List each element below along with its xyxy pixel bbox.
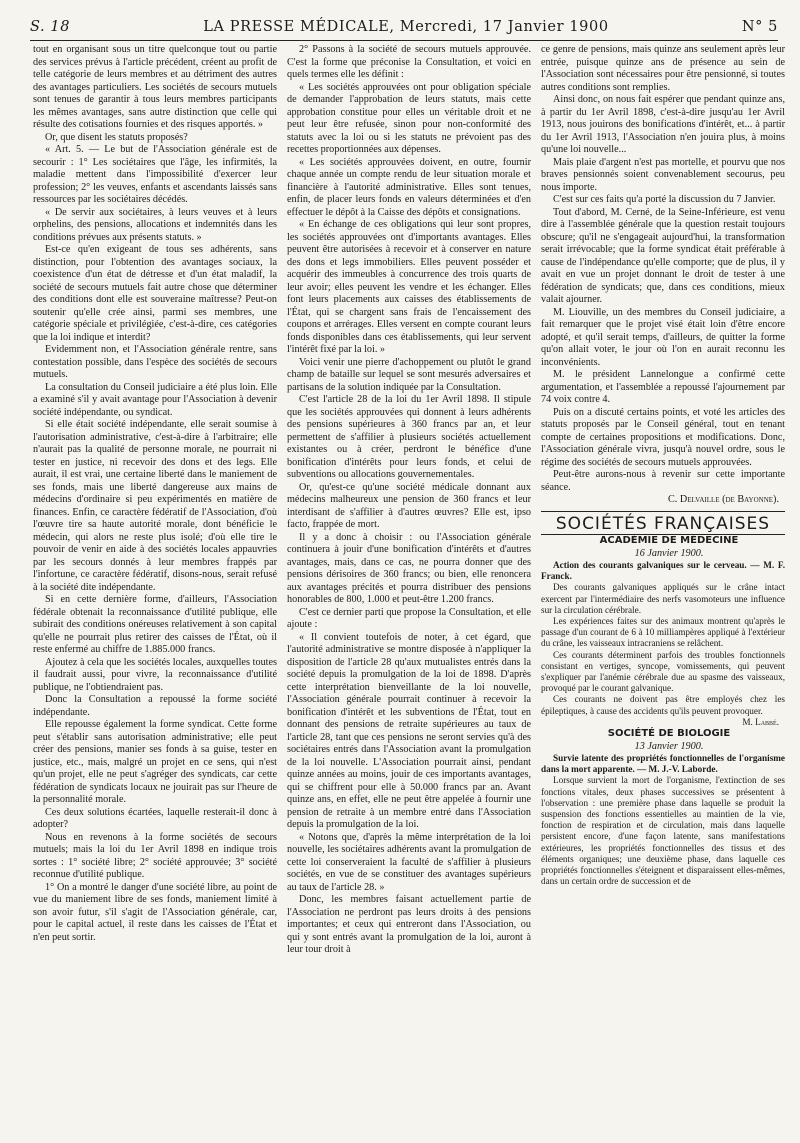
paragraph: « En échange de ces obligations qui leur sont propres, les sociétés approuvées ont d'importants avantages. Elles peuvent être autorisées à recevoir et à conserver en nature des dons et legs immobiliers. Elles peuvent posséder et acquérir des immeubles à concurrence des trois quarts de leur avoir; elles peuvent les vendre et les échanger. Elles font leurs placements aux caisses des établissements de l'État, qui se chargent sans frais de l'encaissement des coupons et arrérages. Elles versent en compte courant leurs fonds disponibles dans ces établissements, qui leur servent l'intérêt fixé par la loi. » [287, 219, 531, 355]
paragraph: Ajoutez à cela que les sociétés locales, auxquelles toutes il faudrait aussi, pour vivre, la reconnaissance d'utilité publique, ne l'obtiendraient pas. [33, 656, 277, 693]
report-title: Survie latente des propriétés fonctionnelles de l'organisme dans la mort apparente. — M. J.-V. Laborde. [541, 753, 785, 775]
subsection-date: 16 Janvier 1900. [634, 547, 704, 559]
paragraph: Il y a donc à choisir : ou l'Association générale continuera à jouir d'une bonification d'intérêts et d'autres avantages, mais, dans ce cas, ne pourra donner que des pensions dérisoires de 360 francs; ou bien, elle renoncera aux avantages précités et pourra distribuer des pensions honorables de 800, 1.000 et peut-être 1.200 francs. [287, 531, 531, 605]
page-header [30, 14, 778, 41]
paragraph: Si en cette dernière forme, d'ailleurs, l'Association fédérale obtenait la reconnaissance d'utilité publique, elle subirait des conditions onéreuses relativement à son capital qu'elle ne pourrait plus retirer des caisses de l'État, où il reste enfermé au chiffre de 1.885.000 francs. [33, 594, 277, 655]
paragraph: C'est ce dernier parti que propose la Consultation, et elle ajoute : [287, 606, 531, 630]
paragraph: Donc, les membres faisant actuellement partie de l'Association ne perdront pas leurs droits à des pensions importantes; et ceux qui entreront dans l'Association, ou qui y sont entrés avant la promulgation de la loi, auront à leur tour droit à [287, 894, 531, 955]
column-middle [287, 44, 531, 1134]
academie-report [541, 560, 785, 728]
subsection-date: 13 Janvier 1900. [634, 740, 704, 752]
paragraph: Voici venir une pierre d'achoppement ou plutôt le grand champ de bataille sur lequel se sont mesurés adversaires et partisans de la solution indiquée par la Consultation. [287, 356, 531, 393]
paragraph: Donc la Consultation a repoussé la forme société indépendante. [33, 694, 277, 718]
paragraph: « Art. 5. — Le but de l'Association générale est de secourir : 1° Les sociétaires que l'âge, les infirmités, la maladie mettent dans l'impossibilité d'exercer leur profession; 2° les veuves, enfants et ascendants laissés sans ressources par les sociétaires décédés. [33, 144, 277, 205]
paragraph: ce genre de pensions, mais quinze ans seulement après leur entrée, puisque quinze ans de présence au sein de l'Association sont nécessaires pour être pensionné, si toutes autres conditions sont remplies. [541, 44, 785, 93]
paragraph: Ces courants déterminent parfois des troubles fonctionnels consistant en vertiges, syncope, vomissements, qui peuvent s'expliquer par l'anémie cérébrale due au spasme des vaisseaux, provoqué par le courant galvanique. [541, 649, 785, 694]
paragraph: Les expériences faites sur des animaux montrent qu'après le passage d'un courant de 6 à 10 milliampères appliqué à l'extérieur du crâne, les vaisseaux intracraniens se relâchent. [541, 616, 785, 649]
paragraph: Evidemment non, et l'Association générale rentre, sans contestation possible, dans l'espèce des sociétés de secours mutuels. [33, 344, 277, 380]
column-right [541, 44, 785, 1134]
paragraph: Ainsi donc, on nous fait espérer que pendant quinze ans, à partir du 1er Avril 1898, c'est-à-dire jusqu'au 1er Avril 1913, nous jouirons des bonifications d'intérêt, et... à partir du 1er Avril 1913, l'Association n'en jouira plus, à moins qu'une loi nouvelle... [541, 94, 785, 155]
paragraph: M. le président Lannelongue a confirmé cette argumentation, et l'assemblée a repoussé l'ajournement par 74 voix contre 4. [541, 369, 785, 405]
paragraph: Lorsque survient la mort de l'organisme, l'extinction de ses fonctions vitales, deux phases successives se présentent à l'observation : une première phase dans laquelle se produit la suspension des fonctions essentielles au maintien de la vie, fonction de respiration et de circulation, mais dans laquelle persistent encore, d'une façon latente, sans manifestations extérieures, les propriétés fonctionnelles des tissus et des éléments organiques; une deuxième phase, dans laquelle ces propriétés fonctionnelles s'éteignent et disparaissent elles-mêmes, dans un certain ordre de succession et de [541, 775, 785, 887]
paragraph: « De servir aux sociétaires, à leurs veuves et à leurs orphelins, des pensions, allocations et indemnités dans les conditions prévues aux présents statuts. » [33, 206, 277, 243]
paragraph: Tout d'abord, M. Cerné, de la Seine-Inférieure, est venu dire à l'assemblée générale que la question restait toujours obscure; qu'il ne s'engageait aujourd'hui, la transformation serait irrévocable; que la forme syndicat était préférable à cause de l'indépendance qu'elle comporte; que de plus, il y avait en vue un projet donnant le droit de tester à une fédération de syndicats; que, dans ces conditions, mieux valait ajourner. [541, 206, 785, 305]
paragraph: Or, qu'est-ce qu'une société médicale donnant aux médecins malheureux une pension de 360 francs et leur interdisant de s'affilier à d'autres œuvres? Elle est, ipso facto, frappée de mort. [287, 481, 531, 530]
paragraph: C'est sur ces faits qu'a porté la discussion du 7 Janvier. [553, 194, 776, 205]
paragraph: La consultation du Conseil judiciaire a été plus loin. Elle a examiné s'il y avait avantage pour l'Association à devenir société indépendante, ou syndicat. [33, 381, 277, 418]
paragraph: 1° On a montré le danger d'une société libre, au point de vue du maniement libre de ses fonds, maniement limité à son avoir futur, s'il s'agit de l'Association générale, car, pour le capital actuel, il reste dans les caisses de l'État et n'en peut sortir. [33, 881, 277, 943]
paragraph: C'est l'article 28 de la loi du 1er Avril 1898. Il stipule que les sociétés approuvées qui donnent à leurs adhérents des pensions supérieures à 360 francs par an, et leur permettent de s'affilier à plusieurs sociétés actuellement existantes ou à créer, perdront le bénéfice d'une bonification d'intérêts pour leurs fonds, et celui de subventions ou allocations gouvernementales. [287, 394, 531, 480]
paragraph: Ces courants ne doivent pas être employés chez les épileptiques, à cause des accidents qu'ils peuvent provoquer. [541, 694, 785, 716]
paragraph: Si elle était société indépendante, elle serait soumise à l'autorisation administrative, c'est-à-dire à l'arbitraire; elle n'aurait pas la qualité de personne morale, ne pourrait ni tester en justice, ni recevoir des dons et des legs. Elle aurait, il est vrai, une certaine liberté dans le maniement de ses fonds, mais une liberté dangereuse aux mains de médecins d'ordinaire si peu expérimentés en matière de finances. Enfin, ce caractère fédératif de l'Association, d'où l'œuvre tire sa haute autorité morale, dont bénéficie le médecin, qui alors ne reste plus isolé; d'où elle tire le pouvoir de venir en aide à des sociétés locales appauvries par les secours donnés à leur membres frappés par l'infortune, ce caractère fédératif, disons-nous, serait refusé à la société dite indépendante. [33, 419, 277, 593]
paragraph: Peut-être aurons-nous à revenir sur cette importante séance. [541, 469, 785, 493]
paragraph: Ces deux solutions écartées, laquelle resterait-il donc à adopter? [33, 806, 277, 830]
paragraph: « Les sociétés approuvées ont pour obligation spéciale de demander l'approbation de leurs statuts, mais cette approbation constitue pour elles un véritable droit et ne peut leur être refusée, sinon pour non-conformité des statuts avec la loi ou si les statuts ne prévoient pas des recettes proportionnées aux dépenses. [287, 81, 531, 155]
page-number: S. 18 [30, 19, 71, 35]
paragraph: « Il convient toutefois de noter, à cet égard, que l'autorité administrative se montre disposée à n'appliquer la disposition de l'article 28 qu'aux mutualistes entrés dans la société depuis la promulgation de la loi de 1898. D'après cette interprétation bienveillante de la loi nouvelle, l'Association générale pourrait continuer à recevoir la bonification d'intérêt et les subventions de l'État, tout en donnant des pensions de retraite supérieures au taux de l'article 28, tant que ces pensions ne seront servies qu'à des sociétaires entrés dans l'Association avant la promulgation de la loi nouvelle. L'Association pourrait ainsi, pendant quinze années au moins, jouir de ces importants avantages, qui se chiffrent pour elle à 50.000 francs par an. Avant quinze ans, en effet, elle ne peut être appelée à fournir une pension de retraite à un membre entré dans l'Association depuis la promulgation de la loi. [287, 631, 531, 830]
paragraph: « Notons que, d'après la même interprétation de la loi nouvelle, les sociétaires adhérents avant la promulgation de cette loi conserveraient la faculté de s'affilier à plusieurs sociétés, en vue de se constituer des avantages supérieurs au taux de l'article 28. » [287, 831, 531, 893]
paragraph: Puis on a discuté certains points, et voté les articles des statuts proposés par le Conseil général, tout en tenant compte de certaines propositions et modifications. Donc, l'Association générale vivra, jusqu'à nouvel ordre, sous le régime des sociétés de secours mutuels approuvées. [541, 406, 785, 468]
biologie-report [541, 753, 785, 887]
report-title: Action des courants galvaniques sur le cerveau. — M. F. Franck. [541, 560, 785, 582]
section-title: SOCIÉTÉS FRANÇAISES [541, 518, 785, 536]
divider [541, 511, 785, 512]
journal-title: LA PRESSE MÉDICALE, Mercredi, 17 Janvier 1900 [203, 19, 609, 35]
author-signature: M. Labbé. [742, 716, 779, 727]
paragraph: Elle repousse également la forme syndicat. Cette forme peut s'établir sans autorisation administrative; elle peut créer des pensions, manier ses fonds à sa guise, tester en justice, etc., mais, malgré un projet en ce sens, qui n'est qu'un projet, elle ne peut s'agréger des syndicats, car cette fédération de syndicats locaux ne jouirait pas sur l'heure de la personnalité morale. [33, 719, 277, 805]
column-left [33, 44, 277, 1134]
paragraph: 2° Passons à la société de secours mutuels approuvée. C'est la forme que préconise la Consultation, et voici en quels termes elle les définit : [287, 44, 531, 80]
subsection-title: ACADÉMIE DE MÉDECINE [599, 535, 739, 546]
paragraph: M. Liouville, un des membres du Conseil judiciaire, a fait remarquer que le projet visé était loin d'être encore adopté, et qu'il serait temps, d'ailleurs, de quitter la forme qu'on allait voter, le jour où l'on en aurait reconnu les inconvénients. [541, 306, 785, 368]
paragraph: tout en organisant sous un titre quelconque tout ou partie des services prévus à l'article précédent, créent au profit de telle catégorie de leurs membres et au détriment des autres des avantages particuliers. Les sociétés de secours mutuels sont tenues de garantir à tous leurs membres participants les mêmes avantages, sans autre distinction que celle qui résulte des cotisations fournies et des risques apportés. » [33, 44, 277, 130]
issue-number: N° 5 [741, 19, 778, 35]
paragraph: Des courants galvaniques appliqués sur le crâne intact exercent par l'intermédiaire des nerfs vasomoteurs une influence sur la circulation cérébrale. [541, 582, 785, 615]
subsection-title: SOCIÉTÉ DE BIOLOGIE [607, 728, 731, 740]
author-signature: C. Delvaille (de Bayonne). [668, 494, 779, 505]
paragraph: « Les sociétés approuvées doivent, en outre, fournir chaque année un compte rendu de leur situation morale et financière à l'autorité administrative. Elles sont tenues, enfin, de placer leurs fonds en valeurs déterminées et d'en effectuer le dépôt à la Caisse des dépôts et consignations. [287, 156, 531, 218]
paragraph: Est-ce qu'en exigeant de tous ses adhérents, sans distinction, pour l'obtention des avantages sociaux, la coexistence d'un état de détresse et d'un état maladif, la société de secours mutuels fait autre chose que déterminer des conditions dont elle est souveraine maîtresse? Peut-on soutenir qu'elle crée ainsi, parmi ses membres, une catégorie spéciale et privilégiée, c'est-à-dire, ces catégories que la loi indique et interdit? [33, 244, 277, 343]
paragraph: Nous en revenons à la forme sociétés de secours mutuels; mais la loi du 1er Avril 1898 en indique trois sortes : 1° société libre; 2° société approuvée; 3° société reconnue d'utilité publique. [33, 831, 277, 880]
paragraph: Mais plaie d'argent n'est pas mortelle, et pourvu que nos braves pensionnés soient convenablement secourus, peu nous importe. [541, 156, 785, 193]
paragraph: Or, que disent les statuts proposés? [45, 131, 188, 143]
